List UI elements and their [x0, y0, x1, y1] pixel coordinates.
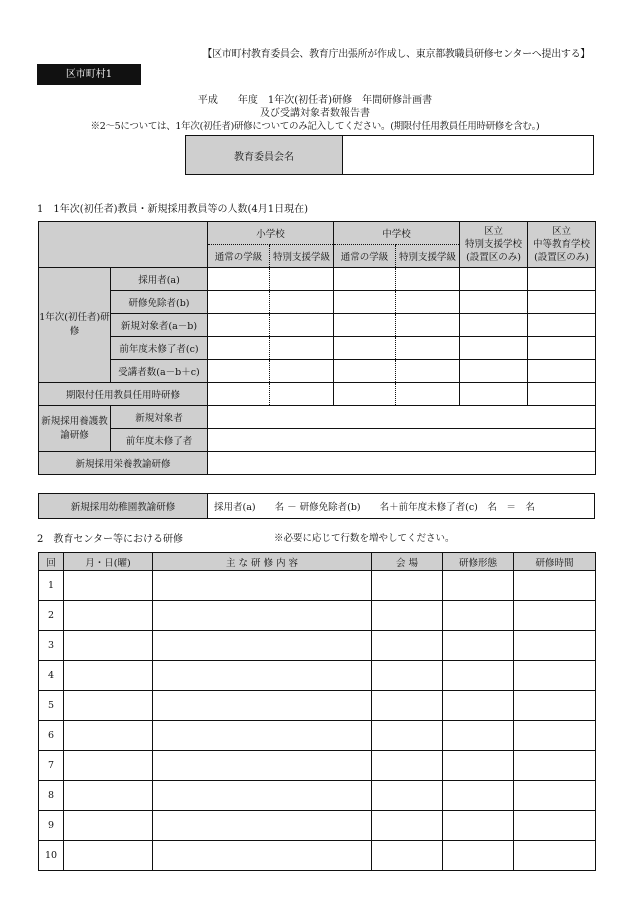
col-elementary: 小学校: [208, 222, 334, 245]
table-row: [39, 751, 596, 781]
training-schedule-table: [38, 552, 596, 871]
count-cell[interactable]: [270, 383, 334, 406]
section1-heading: 1 1年次(初任者)教員・新規採用教員等の人数(4月1日現在): [37, 204, 309, 215]
count-cell[interactable]: [208, 452, 596, 475]
board-name-label: 教育委員会名: [186, 136, 343, 174]
count-cell[interactable]: [396, 337, 460, 360]
cell-venue[interactable]: [372, 811, 443, 841]
instruction-note: ※2～5については、1年次(初任者)研修についてのみ記入してください。(期限付任用教員任用時研修を含む。): [90, 121, 540, 132]
header-note: 【区市町村教育委員会、教育庁出張所が作成し、東京都教職員研修センターへ提出する】: [202, 49, 590, 60]
row-label: 新規対象者(a－b): [111, 314, 208, 337]
group-nurse: 新規採用養護教諭研修: [39, 406, 111, 452]
row-label: 前年度未修了者(c): [111, 337, 208, 360]
cell-format[interactable]: [443, 601, 514, 631]
col-special-l3: (設置区のみ): [466, 252, 521, 263]
cell-content[interactable]: [153, 751, 372, 781]
cell-date[interactable]: [64, 571, 153, 601]
table-row: [39, 661, 596, 691]
cell-content[interactable]: [153, 721, 372, 751]
cell-content[interactable]: [153, 571, 372, 601]
header-date: 月・日(曜): [64, 553, 153, 571]
header-venue: 会 場: [372, 553, 443, 571]
count-cell[interactable]: [396, 360, 460, 383]
section2-note: ※必要に応じて行数を増やしてください。: [274, 533, 455, 544]
row-label: 前年度未修了者: [111, 429, 208, 452]
sub-junior-regular: 通常の学級: [334, 245, 396, 268]
col-secondary-l3: (設置区のみ): [534, 252, 589, 263]
cell-venue[interactable]: [372, 781, 443, 811]
cell-format[interactable]: [443, 691, 514, 721]
row-number: 3: [39, 631, 64, 661]
cell-hours[interactable]: [514, 691, 596, 721]
table-row: [39, 781, 596, 811]
cell-hours[interactable]: [514, 661, 596, 691]
cell-format[interactable]: [443, 811, 514, 841]
cell-hours[interactable]: [514, 811, 596, 841]
count-cell[interactable]: [208, 429, 596, 452]
cell-format[interactable]: [443, 571, 514, 601]
sub-elem-special: 特別支援学級: [270, 245, 334, 268]
table-row: [39, 691, 596, 721]
cell-venue[interactable]: [372, 751, 443, 781]
count-cell[interactable]: [270, 360, 334, 383]
cell-format[interactable]: [443, 781, 514, 811]
count-cell[interactable]: [208, 268, 270, 291]
kindergarten-formula[interactable]: 採用者(a) 名 － 研修免除者(b) 名＋前年度未修了者(c) 名 ＝ 名: [214, 502, 535, 513]
count-cell[interactable]: [270, 291, 334, 314]
cell-content[interactable]: [153, 631, 372, 661]
cell-hours[interactable]: [514, 721, 596, 751]
cell-content[interactable]: [153, 661, 372, 691]
corner-cell: [39, 222, 208, 268]
cell-format[interactable]: [443, 721, 514, 751]
cell-format[interactable]: [443, 661, 514, 691]
count-cell[interactable]: [528, 291, 596, 314]
cell-date[interactable]: [64, 631, 153, 661]
cell-date[interactable]: [64, 601, 153, 631]
kindergarten-row: [38, 493, 595, 519]
count-cell[interactable]: [334, 360, 396, 383]
count-cell[interactable]: [334, 314, 396, 337]
count-cell[interactable]: [208, 291, 270, 314]
row-number: 7: [39, 751, 64, 781]
count-cell[interactable]: [460, 314, 528, 337]
cell-content[interactable]: [153, 601, 372, 631]
count-cell[interactable]: [528, 337, 596, 360]
cell-format[interactable]: [443, 841, 514, 871]
cell-hours[interactable]: [514, 631, 596, 661]
table-row: [39, 571, 596, 601]
count-cell[interactable]: [208, 406, 596, 429]
col-special-school: [460, 222, 528, 268]
cell-date[interactable]: [64, 691, 153, 721]
count-cell[interactable]: [528, 314, 596, 337]
table-row: [39, 631, 596, 661]
header-format: 研修形態: [443, 553, 514, 571]
col-secondary-school: [528, 222, 596, 268]
row-number: 6: [39, 721, 64, 751]
count-cell[interactable]: [208, 360, 270, 383]
sub-elem-regular: 通常の学級: [208, 245, 270, 268]
row-temp-label: 期限付任用教員任用時研修: [39, 383, 208, 406]
count-cell[interactable]: [460, 383, 528, 406]
cell-date[interactable]: [64, 721, 153, 751]
col-secondary-l2: 中等教育学校: [533, 239, 591, 250]
district-tag: 区市町村1: [37, 64, 141, 85]
count-cell[interactable]: [396, 268, 460, 291]
section2-heading: 2 教育センター等における研修: [37, 534, 183, 545]
cell-hours[interactable]: [514, 751, 596, 781]
count-cell[interactable]: [208, 337, 270, 360]
row-label: 受講者数(a－b＋c): [111, 360, 208, 383]
count-cell[interactable]: [270, 337, 334, 360]
header-round: 回: [39, 553, 64, 571]
cell-date[interactable]: [64, 811, 153, 841]
cell-format[interactable]: [443, 751, 514, 781]
count-cell[interactable]: [334, 337, 396, 360]
cell-venue[interactable]: [372, 841, 443, 871]
cell-date[interactable]: [64, 841, 153, 871]
cell-date[interactable]: [64, 751, 153, 781]
table-row: [39, 721, 596, 751]
cell-content[interactable]: [153, 691, 372, 721]
row-number: 5: [39, 691, 64, 721]
count-cell[interactable]: [460, 268, 528, 291]
cell-venue[interactable]: [372, 691, 443, 721]
cell-venue[interactable]: [372, 721, 443, 751]
row-number: 2: [39, 601, 64, 631]
sub-junior-special: 特別支援学級: [396, 245, 460, 268]
row-label: 採用者(a): [111, 268, 208, 291]
count-cell[interactable]: [334, 291, 396, 314]
board-name-field: [185, 135, 594, 175]
row-number: 4: [39, 661, 64, 691]
count-cell[interactable]: [396, 314, 460, 337]
board-name-input[interactable]: [343, 136, 593, 174]
row-number: 10: [39, 841, 64, 871]
count-cell[interactable]: [334, 268, 396, 291]
count-cell[interactable]: [460, 291, 528, 314]
cell-date[interactable]: [64, 661, 153, 691]
count-cell[interactable]: [334, 383, 396, 406]
page-subtitle: 及び受講対象者数報告書: [260, 108, 370, 119]
row-number: 9: [39, 811, 64, 841]
cell-hours[interactable]: [514, 781, 596, 811]
row-nutrition-label: 新規採用栄養教諭研修: [39, 452, 208, 475]
cell-hours[interactable]: [514, 571, 596, 601]
count-cell[interactable]: [528, 383, 596, 406]
cell-content[interactable]: [153, 781, 372, 811]
table-row: [39, 811, 596, 841]
col-special-l1: 区立: [484, 226, 504, 237]
cell-venue[interactable]: [372, 571, 443, 601]
cell-content[interactable]: [153, 811, 372, 841]
cell-venue[interactable]: [372, 601, 443, 631]
count-cell[interactable]: [460, 337, 528, 360]
group-first-year: 1年次(初任者)研修: [39, 268, 111, 383]
cell-venue[interactable]: [372, 631, 443, 661]
kindergarten-label: 新規採用幼稚園教諭研修: [39, 494, 208, 518]
row-label: 研修免除者(b): [111, 291, 208, 314]
col-secondary-l1: 区立: [552, 226, 572, 237]
cell-content[interactable]: [153, 841, 372, 871]
count-cell[interactable]: [528, 360, 596, 383]
table-row: [39, 841, 596, 871]
count-cell[interactable]: [208, 314, 270, 337]
count-cell[interactable]: [396, 291, 460, 314]
count-cell[interactable]: [208, 383, 270, 406]
col-junior: 中学校: [334, 222, 460, 245]
col-special-l2: 特別支援学校: [465, 239, 523, 250]
cell-hours[interactable]: [514, 601, 596, 631]
cell-date[interactable]: [64, 781, 153, 811]
row-label: 新規対象者: [111, 406, 208, 429]
row-number: 8: [39, 781, 64, 811]
table-row: [39, 601, 596, 631]
row-number: 1: [39, 571, 64, 601]
header-content: 主 な 研 修 内 容: [153, 553, 372, 571]
count-cell[interactable]: [460, 360, 528, 383]
teacher-count-table: [38, 221, 596, 475]
count-cell[interactable]: [270, 268, 334, 291]
count-cell[interactable]: [528, 268, 596, 291]
cell-hours[interactable]: [514, 841, 596, 871]
count-cell[interactable]: [396, 383, 460, 406]
cell-format[interactable]: [443, 631, 514, 661]
cell-venue[interactable]: [372, 661, 443, 691]
page-title: 平成 年度 1年次(初任者)研修 年間研修計画書: [197, 95, 433, 106]
header-hours: 研修時間: [514, 553, 596, 571]
count-cell[interactable]: [270, 314, 334, 337]
